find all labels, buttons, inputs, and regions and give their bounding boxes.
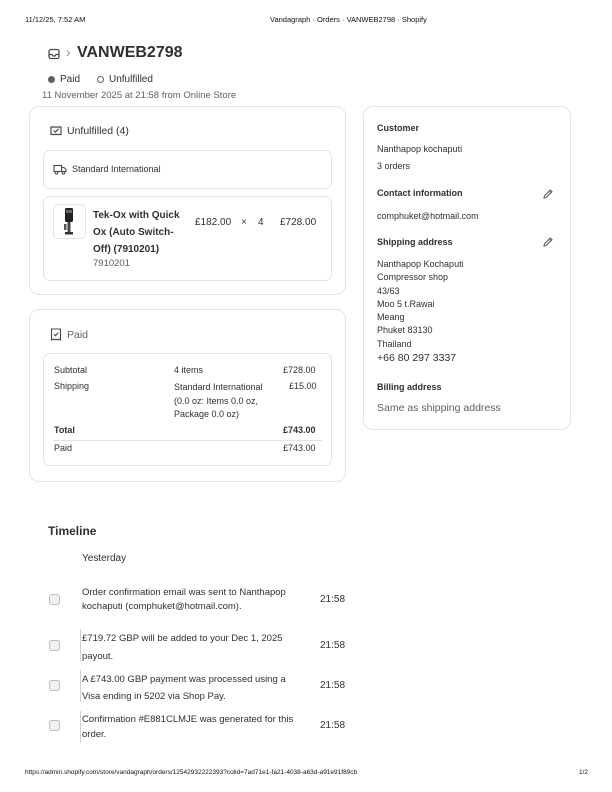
shipping-desc [174, 381, 263, 422]
contact-email[interactable]: comphuket@hotmail.com [377, 211, 479, 221]
print-url: https://admin.shopify.com/store/vandagraph/orders/12542932222393?colid=7ad71e1-fa21-4038-a63d-a91e91f89cb [25, 769, 358, 776]
product-name-line: Tek-Ox with Quick [93, 210, 180, 221]
timeline-dot-icon [49, 720, 60, 731]
timeline-event-line: order. [82, 729, 107, 740]
timeline-event-marker [80, 711, 81, 743]
status-dot-filled-icon [48, 76, 55, 83]
timeline-event-line: Order confirmation email was sent to Nanthapop [82, 587, 286, 598]
page-title: VANWEB2798 [77, 44, 183, 61]
address-line: Nanthapop Kochaputi [377, 259, 464, 269]
timeline-event-time: 21:58 [320, 640, 346, 651]
timeline-day: Yesterday [82, 553, 127, 564]
shipping-desc-line: (0.0 oz: Items 0.0 oz, [174, 395, 259, 406]
shipping-amount: £15.00 [289, 381, 317, 391]
product-name[interactable] [93, 207, 180, 258]
status-dot-hollow-icon [97, 76, 104, 83]
truck-icon [53, 164, 67, 175]
print-datetime: 11/12/25, 7:52 AM [25, 15, 86, 24]
address-line: Meang [377, 312, 405, 323]
billing-address-value: Same as shipping address [377, 402, 501, 414]
receipt-check-icon [50, 328, 62, 341]
timeline-event-time: 21:58 [320, 720, 346, 731]
timeline-event-line: payout. [82, 651, 114, 662]
order-meta: 11 November 2025 at 21:58 from Online Store [42, 90, 237, 101]
payment-status-badge [48, 74, 80, 85]
pencil-icon[interactable] [542, 236, 554, 248]
unit-price: £182.00 [195, 217, 232, 228]
fulfillment-status-label: Unfulfilled [109, 74, 153, 85]
timeline-event-text [82, 712, 306, 742]
times-symbol: × [241, 217, 247, 228]
timeline-event-time: 21:58 [320, 680, 346, 691]
quantity: 4 [258, 217, 264, 228]
timeline-event-text [82, 630, 306, 666]
customer-orders[interactable]: 3 orders [377, 161, 411, 171]
timeline-dot-icon [49, 680, 60, 691]
subtotal-desc: 4 items [174, 365, 204, 375]
shipping-desc-line: Package 0.0 oz) [174, 409, 240, 419]
line-item-box [43, 196, 332, 281]
customer-name[interactable]: Nanthapop kochaputi [377, 144, 463, 154]
paid-amount: £743.00 [283, 443, 316, 453]
shipping-address [377, 258, 464, 351]
timeline-event-marker [80, 670, 81, 702]
address-line: Thailand [377, 338, 412, 349]
address-line: Moo 5 t.Rawai [377, 298, 435, 309]
timeline-event-marker [80, 629, 81, 661]
timeline-event-time: 21:58 [320, 594, 346, 605]
timeline-title: Timeline [48, 524, 97, 538]
timeline-event-line: £719.72 GBP will be added to your Dec 1, 2025 [82, 633, 283, 644]
product-thumbnail[interactable] [53, 204, 86, 239]
print-page-number: 1/2 [579, 769, 589, 776]
timeline-event-line: A £743.00 GBP payment was processed using a [82, 674, 286, 685]
shipping-desc-line: Standard International [174, 382, 263, 392]
fulfillment-status-badge [97, 74, 153, 85]
billing-address-heading: Billing address [377, 382, 442, 392]
inbox-icon[interactable] [48, 48, 60, 60]
timeline-event-line: Confirmation #E881CLMJE was generated for this [82, 714, 294, 725]
contact-heading: Contact information [377, 188, 463, 198]
timeline-event-line: kochaputi (comphuket@hotmail.com). [82, 601, 242, 612]
pencil-icon[interactable] [542, 188, 554, 200]
breadcrumb-separator: › [66, 44, 71, 60]
shipping-method-label: Standard International [72, 164, 161, 174]
paid-label: Paid [54, 443, 73, 453]
fulfillment-icon [50, 124, 62, 136]
timeline-dot-icon [49, 594, 60, 605]
timeline-dot-icon [49, 640, 60, 651]
print-page-title: Vandagraph · Orders · VANWEB2798 · Shopify [270, 15, 427, 24]
product-name-line: Ox (Auto Switch- [93, 227, 174, 238]
shipping-label: Shipping [54, 381, 90, 391]
customer-phone[interactable]: +66 80 297 3337 [377, 352, 457, 364]
product-sku: 7910201 [93, 258, 130, 269]
address-line: Phuket 83130 [377, 325, 433, 336]
shipping-address-heading: Shipping address [377, 237, 453, 247]
address-line: 43/63 [377, 285, 400, 296]
customer-heading: Customer [377, 123, 420, 133]
payment-status-label: Paid [60, 74, 81, 85]
subtotal-amount: £728.00 [283, 365, 316, 375]
subtotal-label: Subtotal [54, 365, 88, 375]
payment-title: Paid [67, 329, 89, 341]
timeline-event-text [82, 586, 306, 614]
address-line: Compressor shop [377, 272, 449, 283]
product-name-line: Off) (7910201) [93, 244, 160, 255]
line-total: £728.00 [280, 217, 317, 228]
total-amount: £743.00 [283, 425, 316, 435]
timeline-event-text [82, 671, 306, 705]
total-label: Total [54, 425, 75, 435]
divider [53, 440, 322, 441]
timeline-event-line: Visa ending in 5202 via Shop Pay. [82, 691, 226, 702]
unfulfilled-title: Unfulfilled (4) [67, 125, 129, 137]
